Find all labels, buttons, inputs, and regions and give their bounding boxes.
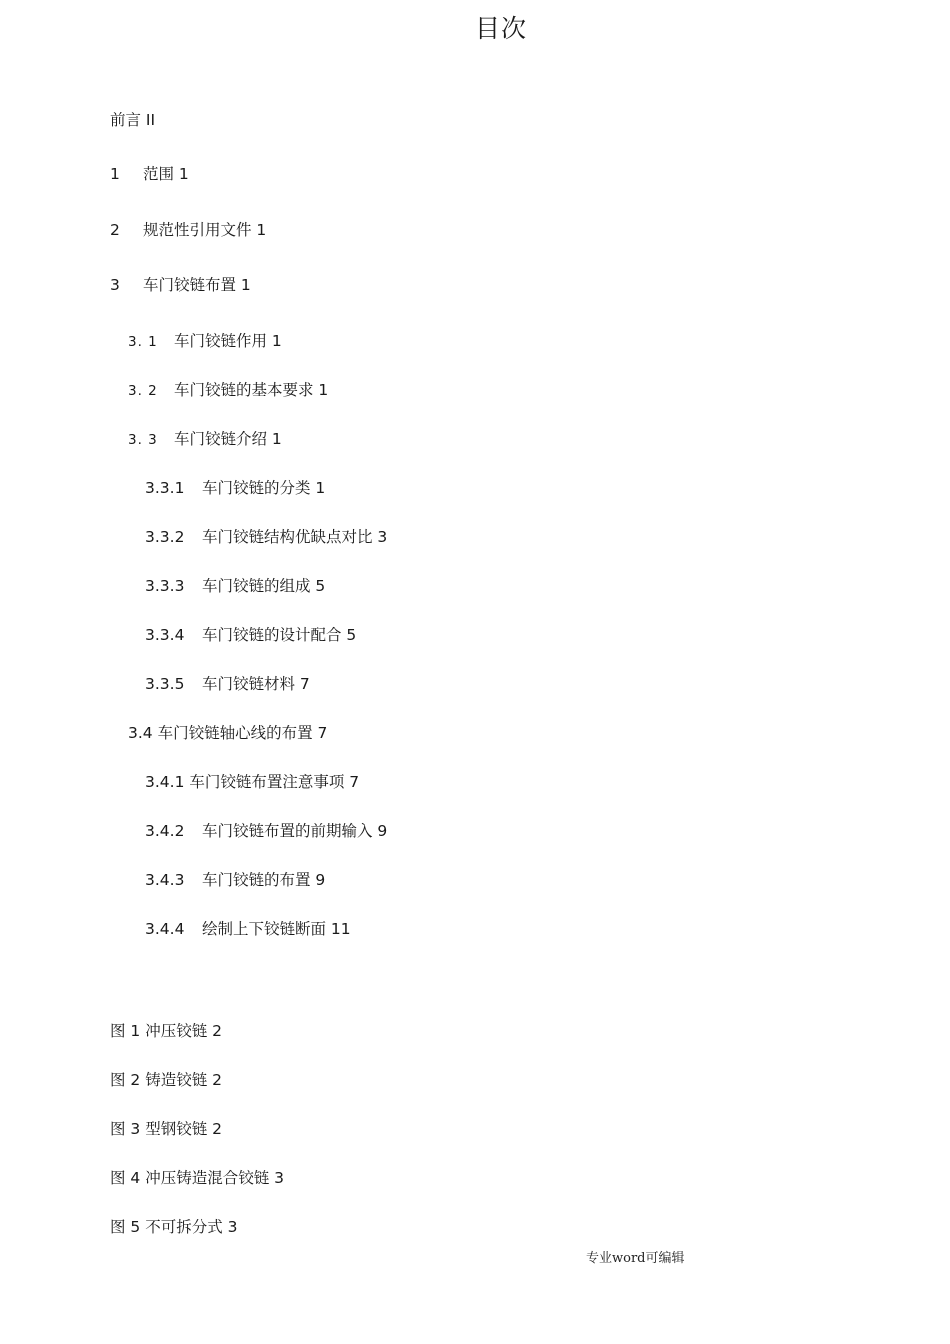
figure-entry: 图 3 型钢铰链 2: [110, 1120, 223, 1138]
toc-text: 车门铰链介绍 1: [174, 430, 282, 448]
toc-number: 3.3.2: [145, 528, 185, 546]
toc-text: 车门铰链的设计配合 5: [202, 626, 357, 644]
footer-note: 专业word可编辑: [586, 1251, 685, 1266]
toc-number: 3. 1: [128, 334, 158, 350]
toc-text: 车门铰链布置的前期输入 9: [202, 822, 388, 840]
toc-text: 3.4 车门铰链轴心线的布置 7: [128, 724, 328, 742]
toc-entry: [145, 674, 310, 694]
figure-entry: 图 2 铸造铰链 2: [110, 1071, 223, 1089]
toc-number: 3: [110, 276, 120, 294]
toc-entry: [145, 821, 387, 841]
toc-entry: [145, 478, 325, 498]
toc-entry: [145, 919, 351, 939]
toc-entry: [110, 110, 155, 130]
toc-entry: [145, 772, 359, 792]
toc-text: 前言 II: [110, 111, 156, 129]
toc-entry: [110, 220, 266, 240]
toc-entry: [145, 870, 325, 890]
toc-text: 车门铰链的分类 1: [202, 479, 326, 497]
toc-number: 1: [110, 165, 120, 183]
toc-number: 3.3.3: [145, 577, 185, 595]
figure-entry: 图 5 不可拆分式 3: [110, 1218, 238, 1236]
toc-text: 规范性引用文件 1: [143, 221, 267, 239]
toc-entry: [128, 723, 327, 743]
toc-text: 车门铰链作用 1: [174, 332, 282, 350]
toc-number: 3.4.3: [145, 871, 185, 889]
toc-number: 3.3.1: [145, 479, 185, 497]
figure-entry: 图 4 冲压铸造混合铰链 3: [110, 1169, 285, 1187]
toc-entry: [145, 576, 325, 596]
toc-text: 车门铰链的基本要求 1: [174, 381, 329, 399]
toc-number: 3. 2: [128, 383, 158, 399]
toc-number: 3.3.5: [145, 675, 185, 693]
toc-entry: [128, 429, 282, 450]
toc-entry: [145, 527, 387, 547]
page-title: 目次: [474, 14, 527, 43]
toc-entry: [110, 164, 189, 184]
toc-text: 车门铰链材料 7: [202, 675, 310, 693]
toc-number: 2: [110, 221, 120, 239]
toc-text: 车门铰链的组成 5: [202, 577, 326, 595]
toc-entry: [128, 380, 328, 401]
toc-number: 3. 3: [128, 432, 158, 448]
toc-number: 3.3.4: [145, 626, 185, 644]
toc-text: 车门铰链结构优缺点对比 3: [202, 528, 388, 546]
toc-text: 车门铰链的布置 9: [202, 871, 326, 889]
toc-text: 范围 1: [143, 165, 189, 183]
toc-number: 3.4.4: [145, 920, 185, 938]
toc-text: 3.4.1 车门铰链布置注意事项 7: [145, 773, 360, 791]
toc-text: 车门铰链布置 1: [143, 276, 251, 294]
toc-entry: [110, 275, 251, 295]
toc-number: 3.4.2: [145, 822, 185, 840]
toc-text: 绘制上下铰链断面 11: [202, 920, 351, 938]
toc-entry: [145, 625, 356, 645]
figure-entry: 图 1 冲压铰链 2: [110, 1022, 223, 1040]
toc-entry: [128, 331, 282, 352]
